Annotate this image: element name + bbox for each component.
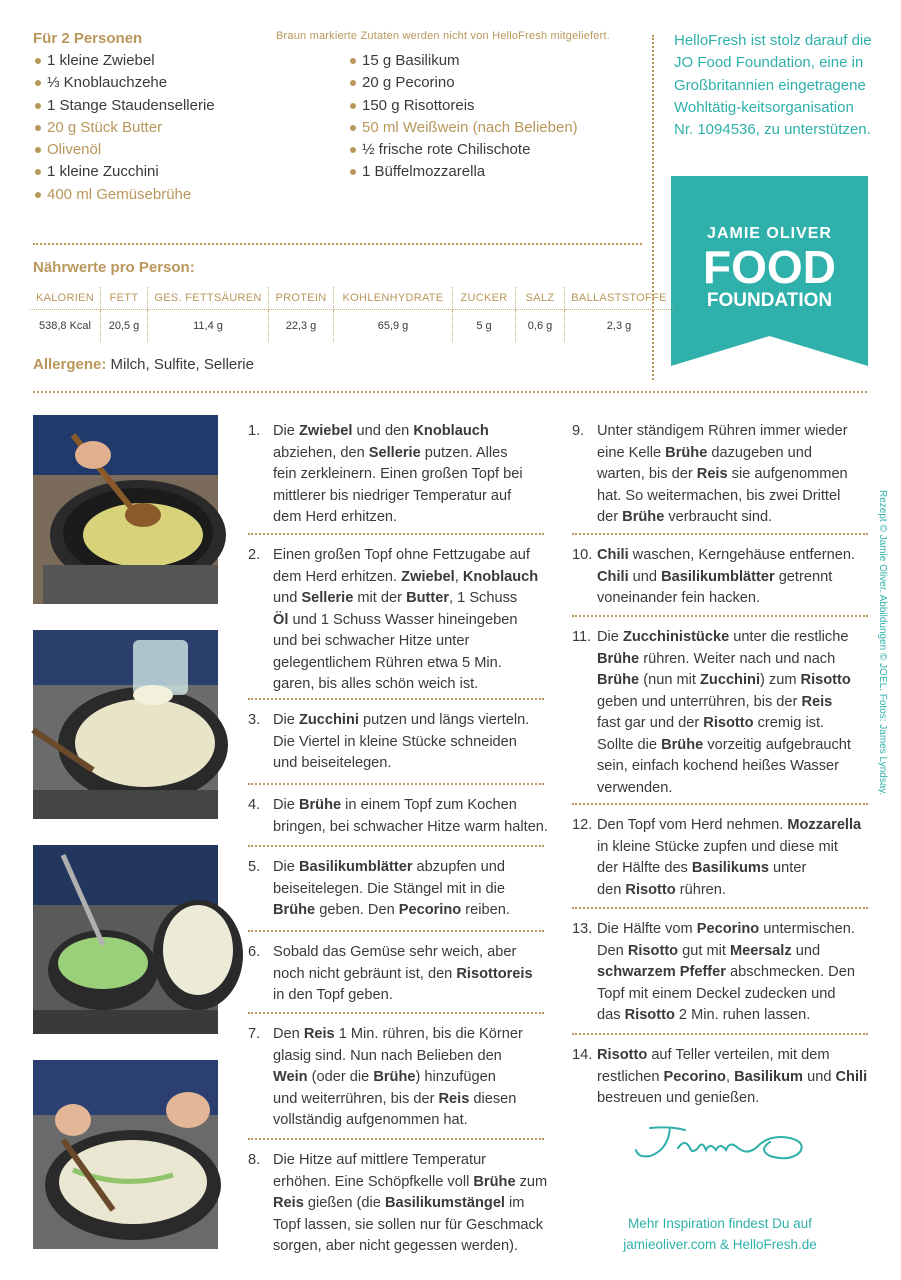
step-number: 11. [572,629,592,645]
nutrition-header: PROTEIN [269,287,334,310]
nutrition-title: Nährwerte pro Person: [33,259,195,276]
step-divider [572,1033,868,1035]
step-photo-1 [33,415,218,604]
step-number: 13. [572,921,593,937]
food-foundation-logo [671,176,868,366]
step-number: 14. [572,1047,593,1063]
footer-line1: Mehr Inspiration findest Du auf [628,1216,812,1231]
step-text: Den Reis 1 Min. rühren, bis die Körner glasig sind. Nun nach Belieben den Wein (oder die Brühe) hinzufügen und weiterrühren, bis der Reis diesen vollständig aufgenommen hat. [273,1026,523,1128]
allergens-value: Milch, Sulfite, Sellerie [106,356,254,373]
nutrition-value: 2,3 g [606,320,632,332]
step-divider [572,615,868,617]
nutrition-header: FETT [101,287,148,310]
nutrition-value: 5 g [453,310,516,343]
step-number: 1. [248,423,261,439]
step-photo-3 [33,845,218,1034]
step-number: 3. [248,712,261,728]
ingredient-item: 50 ml Weißwein (nach Belieben) [348,117,578,139]
step-divider [572,907,868,909]
ingredient-item: Olivenöl [33,139,215,161]
divider-ingredients [33,243,642,245]
nutrition-header: SALZ [516,287,565,310]
step-photo-2 [33,630,218,819]
ingredient-item: 15 g Basilikum [348,50,578,72]
step-divider [248,1138,544,1140]
step-photo-4 [33,1060,218,1249]
jamie-signature [630,1120,815,1165]
step-number: 8. [248,1152,261,1168]
step-number: 2. [248,547,261,563]
nutrition-header: ZUCKER [453,287,516,310]
step-text: Die Brühe in einem Topf zum Kochen bringen, bei schwacher Hitze warm halten. [273,797,548,835]
ingredient-item: 20 g Stück Butter [33,117,215,139]
ingredient-item: ½ frische rote Chilischote [348,139,578,161]
ingredient-item: 1 Büffelmozzarella [348,161,578,183]
nutrition-value: 11,4 g [148,310,269,343]
servings-heading: Für 2 Personen [33,30,143,47]
step-number: 4. [248,797,261,813]
nutrition-value: 22,3 g [269,310,334,343]
nutrition-value: 65,9 g [334,310,453,343]
step-text: Risotto auf Teller verteilen, mit dem restlichen Pecorino, Basilikum und Chili bestreuen und genießen. [597,1047,868,1106]
step-divider [572,533,868,535]
allergens-label: Allergene: [33,356,107,373]
brown-ingredients-note: Braun markierte Zutaten werden nicht von HelloFresh mitgeliefert. [276,30,610,42]
photo-credit [868,490,888,810]
logo-line2: FOOD [703,241,836,293]
divider-main [33,391,867,393]
ingredient-item: 1 Stange Staudensellerie [33,95,215,117]
step-divider [572,803,868,805]
nutrition-table [30,287,673,342]
step-text: Sobald das Gemüse sehr weich, aber noch nicht gebräunt ist, den Risottoreis in den Topf geben. [273,944,533,1003]
allergens [33,356,254,373]
step-text: Die Hälfte vom Pecorino untermischen. Den Risotto gut mit Meersalz und schwarzem Pfeffer abschmecken. Den Topf mit einem Deckel zudecken und das Risotto 2 Min. ruhen lassen. [597,921,855,1023]
logo-line3: FOUNDATION [706,290,833,311]
step-number: 7. [248,1026,261,1042]
nutrition-value: 0,6 g [516,310,565,343]
nutrition-header: KOHLENHYDRATE [334,287,453,310]
ingredient-item: 1 kleine Zucchini [33,161,215,183]
step-number: 6. [248,944,261,960]
step-text: Die Zucchini putzen und längs vierteln. Die Viertel in kleine Stücke schneiden und beiseitelegen. [273,712,530,771]
nutrition-value: 20,5 g [101,310,148,343]
step-text: Die Hitze auf mittlere Temperatur erhöhen. Eine Schöpfkelle voll Brühe zum Reis gießen (die Basilikumstängel im Topf lassen, sie sollen nur für Geschmack sorgen, aber nicht gegessen werden). [273,1152,548,1254]
nutrition-value: 538,8 Kcal [30,310,101,343]
step-text: Chili waschen, Kerngehäuse entfernen. Chili und Basilikumblätter getrennt voneinander fein hacken. [597,547,855,606]
ingredient-item: 1 kleine Zwiebel [33,50,215,72]
ingredient-list-2 [348,50,578,184]
step-divider [248,1012,544,1014]
footer [600,1213,840,1255]
step-text: Die Basilikumblätter abzupfen und beiseitelegen. Die Stängel mit in die Brühe geben. Den Pecorino reiben. [273,859,510,918]
step-number: 12. [572,817,593,833]
step-divider [248,783,544,785]
ingredient-list-1 [33,50,215,206]
step-divider [248,533,544,535]
step-text: Den Topf vom Herd nehmen. Mozzarella in kleine Stücke zupfen und diese mit der Hälfte des Basilikums unter den Risotto rühren. [597,817,862,898]
nutrition-header: GES. FETTSÄUREN [148,287,269,310]
step-text: Die Zucchinistücke unter die restliche Brühe rühren. Weiter nach und nach Brühe (nun mit Zucchini) zum Risotto geben und unterrühren, bis der Reis fast gar und der Risotto cremig ist. Sollte die Brühe vorzeitig aufgebraucht sein, einfach kochend heißes Wasser verwenden. [597,629,851,796]
step-text: Die Zwiebel und den Knoblauch abziehen, den Sellerie putzen. Alles fein zerkleinern. Einen großen Topf bei mittlerer bis niedriger Temperatur auf dem Herd erhitzen. [273,423,523,525]
nutrition-header: KALORIEN [30,287,101,310]
ingredient-item: 400 ml Gemüsebrühe [33,184,215,206]
step-number: 9. [572,423,585,439]
ingredient-item: 20 g Pecorino [348,72,578,94]
ingredient-item: ⅓ Knoblauchzehe [33,72,215,94]
footer-link[interactable]: jamieoliver.com & HelloFresh.de [623,1237,817,1252]
photo-credit-text: Rezept © Jamie Oliver. Abbildungen © JOEL. Fotos: James Lyndsay. [877,490,888,796]
step-number: 10. [572,547,593,563]
step-divider [248,698,544,700]
step-divider [248,845,544,847]
foundation-text: HelloFresh ist stolz darauf die JO Food Foundation, eine in Großbritannien eingetragene Wohltätig-keitsorganisation Nr. 1094536, zu unterstützen. [674,32,872,139]
step-text: Unter ständigem Rühren immer wieder eine Kelle Brühe dazugeben und warten, bis der Reis sie aufgenommen hat. So weitermachen, bis zwei Drittel der Brühe verbraucht sind. [597,423,848,525]
step-divider [248,930,544,932]
step-number: 5. [248,859,261,875]
logo-line1: JAMIE OLIVER [707,225,832,242]
nutrition-header: BALLASTSTOFFE [565,287,674,310]
ingredient-item: 150 g Risottoreis [348,95,578,117]
step-text: Einen großen Topf ohne Fettzugabe auf dem Herd erhitzen. Zwiebel, Knoblauch und Sellerie mit der Butter, 1 Schuss Öl und 1 Schuss Wasser hineingeben und bei schwacher Hitze unter gelegentlichem Rühren etwa 5 Min. garen, bis alles schön weich ist. [273,547,539,692]
